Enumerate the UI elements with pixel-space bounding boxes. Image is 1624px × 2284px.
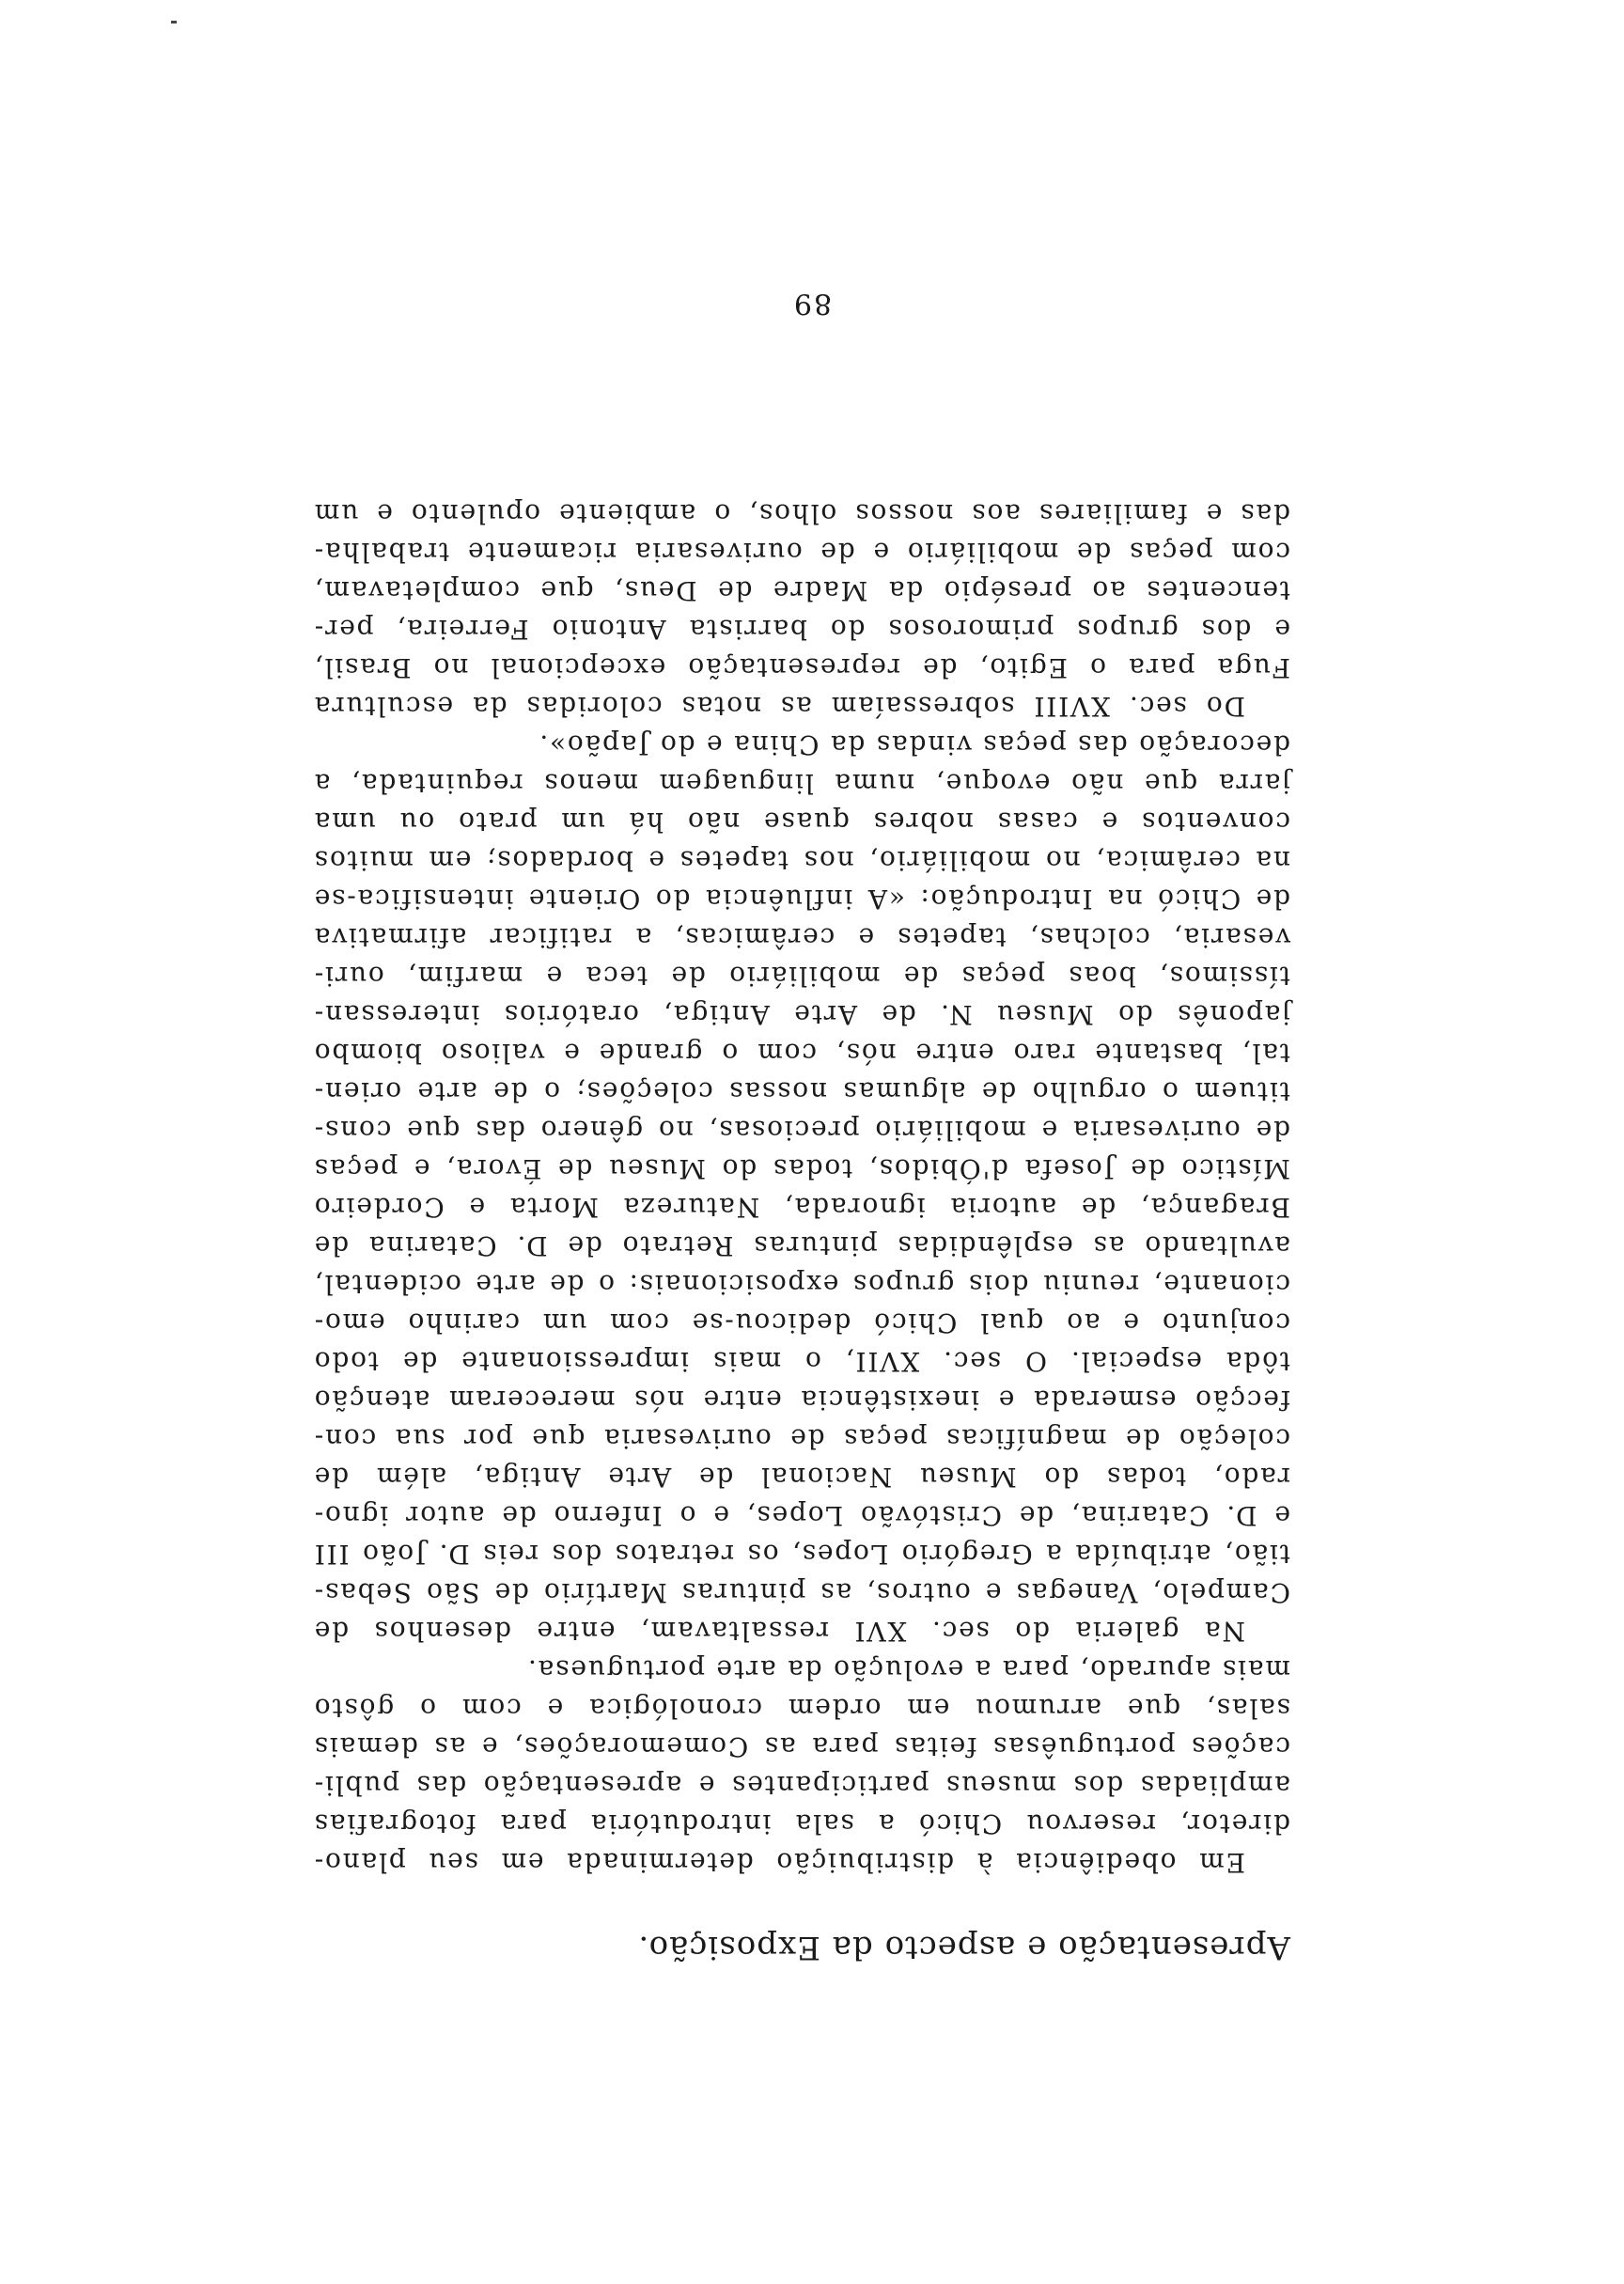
text-line: diretor, reservou Chicó a sala introdutória para fotografias (313, 1808, 1290, 1839)
section-heading: Apresentação e aspecto da Exposição. (637, 1929, 1290, 1966)
text-line: Na galeria do sec. XVI ressaltavam, entre desenhos de (313, 1616, 1245, 1647)
page-number: 89 (791, 287, 833, 320)
text-line: vesaria, colchas, tapetes e cerâmicas, a ratificar afirmativa (313, 922, 1290, 953)
text-line: Do sec. XVIII sobressaíam as notas coloridas da escultura (313, 691, 1245, 722)
paragraph (313, 1650, 1290, 1882)
text-line: tal, bastante raro entre nós, com o grande e valioso biombo (313, 1038, 1290, 1069)
text-line: japonês do Museu N. de Arte Antiga, oratórios interessan- (313, 999, 1290, 1030)
body-text (313, 494, 1290, 1882)
text-line: conventos e casas nobres quase não há um prato ou uma (313, 806, 1290, 837)
text-line: avultando as esplêndidas pinturas Retrato de D. Catarina de (313, 1230, 1290, 1261)
text-line: com peças de mobiliário e de ourivesaria ricamente trabalha- (313, 537, 1290, 568)
text-line: jarra que não evoque, numa linguagem menos requintada, a (313, 768, 1290, 799)
text-line: cações portuguêsas feitas para as Comemorações, e as demais (313, 1731, 1290, 1762)
text-line: tião, atribuída a Gregório Lopes, os retratos dos reis D. João III (313, 1539, 1290, 1570)
text-line: de ourivesaria e mobiliário preciosas, no gênero das que cons- (313, 1115, 1290, 1146)
text-line: e D. Catarina, de Cristóvão Lopes, e o Inferno de autor igno- (313, 1500, 1290, 1531)
text-line: decoração das peças vindas da China e do Japão». (538, 729, 1290, 760)
text-line: ampliadas dos museus participantes e apresentação das publi- (313, 1770, 1290, 1801)
text-line: Fuga para o Egito, de representação excepcional no Brasil, (313, 652, 1290, 683)
text-line: rado, todas do Museu Nacional de Arte Antiga, além de (313, 1462, 1290, 1493)
text-line: mais apurado, para a evolução da arte portuguesa. (526, 1654, 1290, 1685)
text-line: e dos grupos primorosos do barrista Antonio Ferreira, per- (313, 614, 1290, 645)
text-line: conjunto e ao qual Chicó dedicou-se com um carinho emo- (313, 1307, 1290, 1338)
text-line: Bragança, de autoria ignorada, Natureza Morta e Cordeiro (313, 1192, 1290, 1223)
text-line: cionante, reuniu dois grupos exposicionais: o de arte ocidental, (313, 1269, 1290, 1300)
scan-mark (171, 21, 177, 23)
text-line: Campelo, Vanegas e outros, as pinturas Martírio de São Sebas- (313, 1577, 1290, 1608)
text-line: Místico de Josefa d'Óbidos, todas do Museu de Évora, e peças (313, 1153, 1290, 1184)
text-line: fecção esmerada e inexistência entre nós mereceram atenção (313, 1384, 1290, 1416)
text-line: tencentes ao presépio da Madre de Deus, que completavam, (313, 575, 1290, 606)
text-line: salas, que arrumou em ordem cronológica e com o gôsto (313, 1693, 1290, 1724)
text-line: na cerâmica, no mobiliário, nos tapetes e bordados; em muitos (313, 845, 1290, 876)
text-line: tíssimos, boas peças de mobiliário de teca e marfim, ouri- (313, 961, 1290, 992)
text-line: das e familiares aos nossos olhos, o ambiente opulento e um (313, 498, 1290, 529)
paragraph (313, 494, 1290, 726)
text-line: tituem o orgulho de algumas nossas coleções; o de arte orien- (313, 1076, 1290, 1107)
text-line: Em obediência à distribuição determinada em seu plano- (313, 1847, 1245, 1878)
text-line: de Chicó na Introdução: «A influência do Oriente intensifica-se (313, 884, 1290, 915)
text-line: tôda especial. O sec. XVII, o mais impressionante de todo (313, 1346, 1290, 1377)
paragraph (313, 726, 1290, 1650)
text-line: coleção de magníficas peças de ourivesaria que por sua con- (313, 1423, 1290, 1454)
